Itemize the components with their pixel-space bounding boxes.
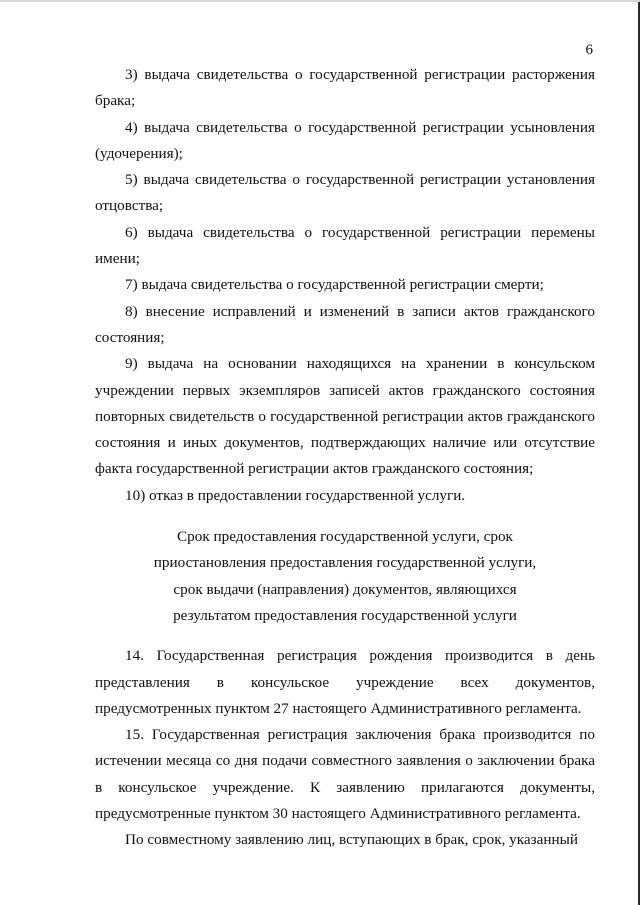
list-item-3: 3) выдача свидетельства о государственной регистрации расторжения брака; [95,66,595,110]
spacer [95,509,595,524]
paragraph-continued: По совместному заявлению лиц, вступающих в брак, срок, указанный [125,831,578,849]
list-item-6: 6) выдача свидетельства о государственной регистрации перемены имени; [95,223,595,268]
spacer [95,629,595,643]
list-item-9: 9) выдача на основании находящихся на хранении в консульском учреждении первых экземпляров записей актов гражданского состояния повторных свидетельств о государственной регистрации актов гражданского состояния и иных документов, подтверждающих наличие или отсутствие факта государственной регистрации актов гражданского состояния; [95,355,595,478]
heading-line-3: срок выдачи (направления) документов, являющихся [173,580,517,598]
heading-line-1: Срок предоставления государственной услуги, срок [177,528,513,546]
page-number: 6 [585,42,593,58]
section-heading [95,524,595,629]
heading-line-2: приостановления предоставления государственной услуги, [153,554,537,572]
list-item-4: 4) выдача свидетельства о государственной регистрации усыновления (удочерения); [95,118,595,162]
paragraph-15: 15. Государственная регистрация заключения брака производится по истечении месяца со дня подачи совместного заявления о заключении брака в консульское учреждение. К заявлению прилагаются документы, предусмотренные пунктом 30 настоящего Административного регламента. [95,726,595,823]
heading-line-4: результатом предоставления государственной услуги [173,606,517,624]
paragraph-14: 14. Государственная регистрация рождения производится в день представления в консульское учреждение всех документов, предусмотренных пунктом 27 настоящего Административного регламента. [95,647,595,717]
list-item-8: 8) внесение исправлений и изменений в записи актов гражданского состояния; [95,302,595,346]
list-item-5: 5) выдача свидетельства о государственной регистрации установления отцовства; [95,171,595,215]
list-item-10: 10) отказ в предоставлении государственной услуги. [125,486,466,504]
document-body [95,62,595,854]
list-item-7: 7) выдача свидетельства о государственной регистрации смерти; [125,276,544,294]
scan-edge [0,0,640,2]
